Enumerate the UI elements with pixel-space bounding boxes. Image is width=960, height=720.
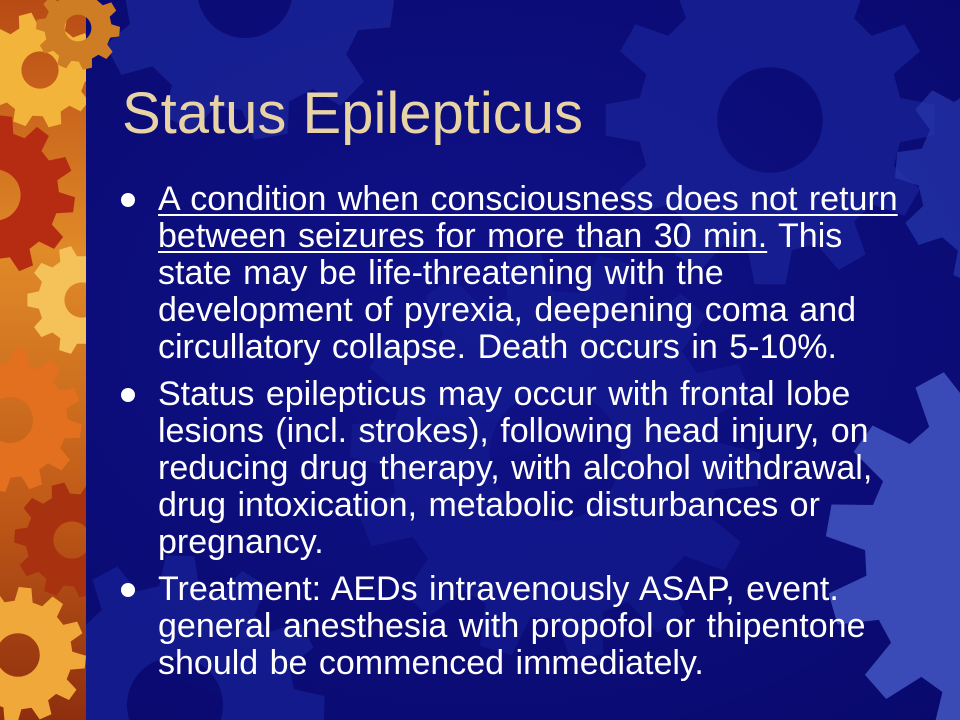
bullet-dot-icon — [121, 388, 135, 402]
underlined-text: A condition when consciousness does not return — [158, 180, 898, 218]
bullet-line: general anesthesia with propofol or thipentone — [158, 607, 866, 645]
bullet-line: Status epilepticus may occur with frontal lobe — [158, 375, 851, 413]
bullet-line: drug intoxication, metabolic disturbances or — [158, 486, 820, 524]
bullet-dot-icon — [121, 193, 135, 207]
bullet-line: lesions (incl. strokes), following head injury, on — [158, 412, 869, 450]
underlined-text: between seizures for more than 30 min. — [158, 217, 768, 255]
bullet-line: should be commenced immediately. — [158, 644, 704, 682]
slide-title: Status Epilepticus — [122, 81, 584, 146]
bullet-line: state may be life-threatening with the — [158, 254, 724, 292]
bullet-item — [158, 181, 898, 366]
bullet-line — [158, 181, 898, 218]
bullet-line: reducing drug therapy, with alcohol withdrawal, — [158, 449, 873, 487]
bullet-line: circullatory collapse. Death occurs in 5-10%. — [158, 328, 837, 366]
bullet-line: development of pyrexia, deepening coma and — [158, 291, 857, 329]
bullet-item — [158, 376, 898, 561]
bullet-line: pregnancy. — [158, 523, 324, 561]
bullet-line: Treatment: AEDs intravenously ASAP, event. — [158, 570, 839, 608]
bullet-line — [158, 218, 898, 255]
bullet-text: This — [767, 217, 843, 255]
bullet-dot-icon — [121, 583, 135, 597]
bullet-item — [158, 571, 898, 682]
bullet-list — [158, 181, 898, 692]
